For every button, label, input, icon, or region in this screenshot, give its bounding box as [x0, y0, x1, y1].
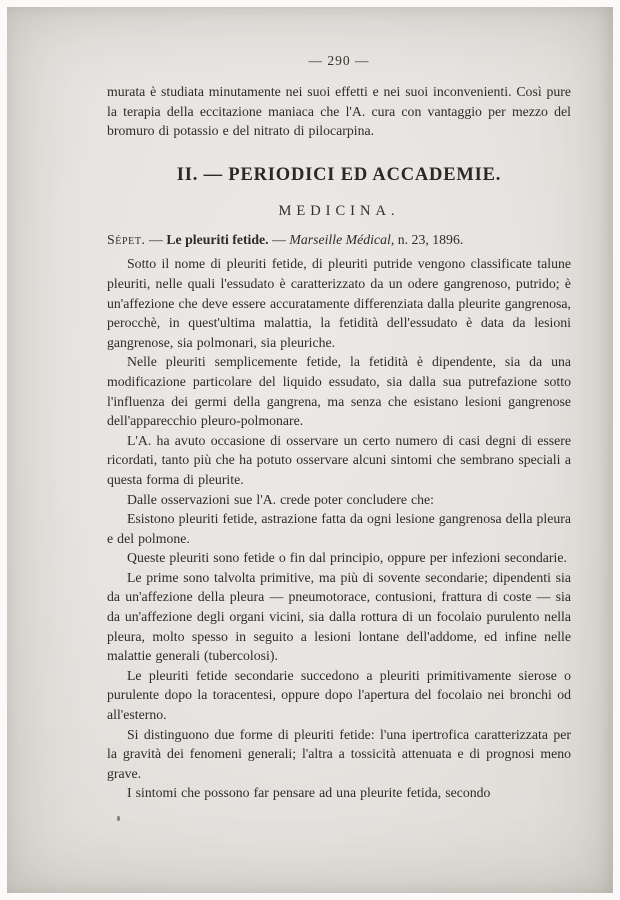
article-body	[107, 254, 571, 803]
article-paragraph: Si distinguono due forme di pleuriti fetide: l'una ipertrofica caratterizzata per la gravità dei fenomeni generali; l'altra a tossicità attenuata e di prognosi meno grave.	[107, 726, 571, 781]
article-paragraph: Nelle pleuriti semplicemente fetide, la fetidità è dipendente, sia da una modificazione particolare del liquido essudato, sia dalla sua putrefazione sotto l'influenza dei germi della gangrena, ma senza che esistano lesioni gangrenose dell'apparecchio pleuro-polmonare.	[107, 354, 571, 429]
article-paragraph: I sintomi che possono far pensare ad una pleurite fetida, secondo	[127, 785, 491, 801]
article-title: Le pleuriti fetide.	[166, 231, 269, 247]
article-paragraph: Le prime sono talvolta primitive, ma più di sovente secondarie; dipendenti sia da un'affezione della pleura — pneumotorace, contusioni, frattura di coste — sia da un'affezione degli organi vicini, sia dalla rottura di un focolaio purulento nella pleura, molto spesso in seguito a lesioni lontane dell'addome, ed infine nelle malattie generali (tubercolosi).	[107, 569, 571, 664]
scan-speck	[117, 816, 120, 821]
article-author: Sépet.	[107, 231, 146, 247]
text-block	[107, 53, 571, 803]
article-paragraph: L'A. ha avuto occasione di osservare un certo numero di casi degni di essere ricordati, tanto più che ha potuto osservare alcuni sintomi che sembrano speciali a questa forma di pleurite.	[107, 432, 571, 487]
article-paragraph: Esistono pleuriti fetide, astrazione fatta da ogni lesione gangrenosa della pleura e del polmone.	[107, 511, 571, 546]
paper	[7, 7, 613, 893]
subsection-heading: MEDICINA.	[278, 202, 400, 219]
article-paragraph: Dalle osservazioni sue l'A. crede poter concludere che:	[127, 491, 435, 507]
article-header	[107, 230, 571, 250]
section-heading: II. — PERIODICI ED ACCADEMIE.	[176, 164, 502, 185]
separator-dash: —	[268, 231, 290, 247]
article-paragraph: Le pleuriti fetide secondarie succedono a pleuriti primitivamente sierose o purulente dopo la toracentesi, oppure dopo l'apertura del focolaio nei bronchi od all'esterno.	[107, 667, 571, 723]
separator-dash: —	[145, 231, 167, 247]
page-number: — 290 —	[308, 53, 370, 68]
journal-name: Marseille Médical	[289, 231, 391, 247]
continuation-paragraph: murata è studiata minutamente nei suoi effetti e nei suoi inconvenienti. Così pure la terapia della eccitazione maniaca che l'A. cura con vantaggio per mezzo del bromuro di potassio e del nitrato di pilocarpina.	[107, 84, 571, 139]
article-paragraph: Queste pleuriti sono fetide o fin dal principio, oppure per infezioni secondarie.	[127, 550, 567, 566]
journal-issue: , n. 23, 1896.	[390, 231, 464, 247]
article-paragraph: Sotto il nome di pleuriti fetide, di pleuriti putride vengono classificate talune pleuriti, nelle quali l'essudato è caratterizzato da un odere gangrenoso, putrido; è un'affezione che deve essere accuratamente differenziata dalla pleurite gangrenosa, perocchè, in quest'ultima malattia, la fetidità dell'essudato è data da lesioni gangrenose, sia polmonari, sia pleuriche.	[107, 256, 571, 350]
